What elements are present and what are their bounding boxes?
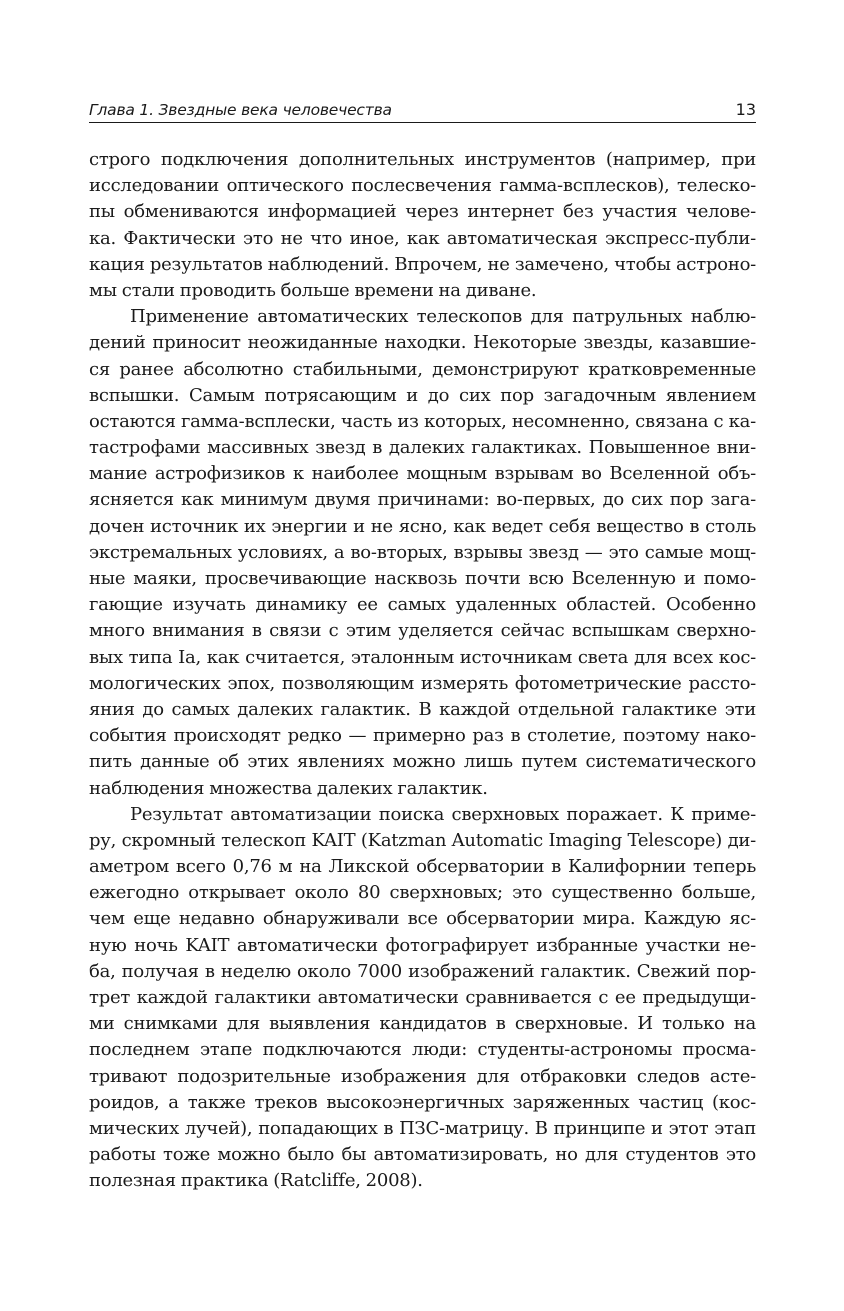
- text-line: Применение автоматических телескопов для патрульных наблю-: [130, 306, 756, 328]
- text-line: дений приносит неожиданные находки. Некоторые звезды, казавшие-: [89, 332, 756, 354]
- text-line: ся ранее абсолютно стабильными, демонстрируют кратковременные: [89, 358, 756, 380]
- paragraph: [89, 147, 756, 304]
- paragraph: [89, 304, 756, 802]
- text-line: последнем этапе подключаются люди: студенты-астрономы просма-: [89, 1039, 756, 1061]
- text-line: экстремальных условиях, а во-вторых, взрывы звезд — это самые мощ-: [89, 541, 756, 563]
- text-line: дочен источник их энергии и не ясно, как ведет себя вещество в столь: [89, 515, 756, 537]
- text-line: вспышки. Самым потрясающим и до сих пор загадочным явлением: [89, 384, 756, 406]
- text-line: наблюдения множества далеких галактик.: [89, 777, 488, 799]
- text-line: Результат автоматизации поиска сверхновых поражает. К приме-: [130, 803, 756, 825]
- text-line: мологических эпох, позволяющим измерять фотометрические рассто-: [89, 672, 756, 694]
- text-line: роидов, а также треков высокоэнергичных заряженных частиц (кос-: [89, 1091, 756, 1113]
- text-line: пить данные об этих явлениях можно лишь путем систематического: [89, 751, 756, 773]
- text-line: аметром всего 0,76 м на Ликской обсерватории в Калифорнии теперь: [89, 856, 756, 878]
- text-line: много внимания в связи с этим уделяется сейчас вспышкам сверхно-: [89, 620, 756, 642]
- text-line: трет каждой галактики автоматически сравнивается с ее предыдущи-: [89, 987, 756, 1008]
- book-page: [89, 98, 756, 1195]
- text-line: ежегодно открывает около 80 сверхновых; это существенно больше,: [89, 882, 756, 904]
- text-line: события происходят редко — примерно раз в столетие, поэтому нако-: [89, 725, 756, 747]
- text-line: ка. Фактически это не что иное, как автоматическая экспресс-публи-: [89, 227, 756, 249]
- text-line: ба, получая в неделю около 7000 изображений галактик. Свежий пор-: [89, 960, 756, 982]
- paragraph: [89, 802, 756, 1195]
- running-header: [89, 98, 756, 123]
- text-line: тривают подозрительные изображения для отбраковки следов асте-: [89, 1065, 756, 1087]
- text-line: ясняется как минимум двумя причинами: во-первых, до сих пор зага-: [89, 489, 756, 511]
- text-line: мание астрофизиков к наиболее мощным взрывам во Вселенной объ-: [89, 463, 756, 485]
- text-line: полезная практика (Ratcliffe, 2008).: [89, 1170, 423, 1192]
- text-line: вых типа Ia, как считается, эталонным источникам света для всех кос-: [89, 646, 756, 668]
- text-line: чем еще недавно обнаруживали все обсерватории мира. Каждую яс-: [89, 908, 756, 930]
- text-line: тастрофами массивных звезд в далеких галактиках. Повышенное вни-: [89, 437, 756, 459]
- running-title: Глава 1. Звездные века человечества: [89, 101, 392, 119]
- text-line: пы обмениваются информацией через интернет без участия челове-: [89, 201, 756, 223]
- body-text: [89, 147, 756, 1195]
- text-line: остаются гамма-всплески, часть из которых, несомненно, связана с ка-: [89, 410, 756, 432]
- text-line: ми снимками для выявления кандидатов в сверхновые. И только на: [89, 1013, 756, 1035]
- text-line: мических лучей), попадающих в ПЗС-матрицу. В принципе и этот этап: [89, 1117, 756, 1139]
- text-line: исследовании оптического послесвечения гамма-всплесков), телеско-: [89, 175, 756, 197]
- text-line: гающие изучать динамику ее самых удаленных областей. Особенно: [89, 594, 756, 616]
- text-line: ру, скромный телескоп KAIT (Katzman Automatic Imaging Telescope) ди-: [89, 829, 756, 851]
- text-line: работы тоже можно было бы автоматизировать, но для студентов это: [89, 1144, 756, 1166]
- text-line: ную ночь KAIT автоматически фотографирует избранные участки не-: [89, 934, 756, 956]
- text-line: яния до самых далеких галактик. В каждой отдельной галактике эти: [89, 698, 756, 720]
- text-line: ные маяки, просвечивающие насквозь почти всю Вселенную и помо-: [89, 568, 756, 589]
- text-line: строго подключения дополнительных инструментов (например, при: [89, 149, 756, 170]
- text-line: мы стали проводить больше времени на диване.: [89, 279, 537, 301]
- text-line: кация результатов наблюдений. Впрочем, не замечено, чтобы астроно-: [89, 253, 756, 275]
- page-number: 13: [735, 100, 756, 119]
